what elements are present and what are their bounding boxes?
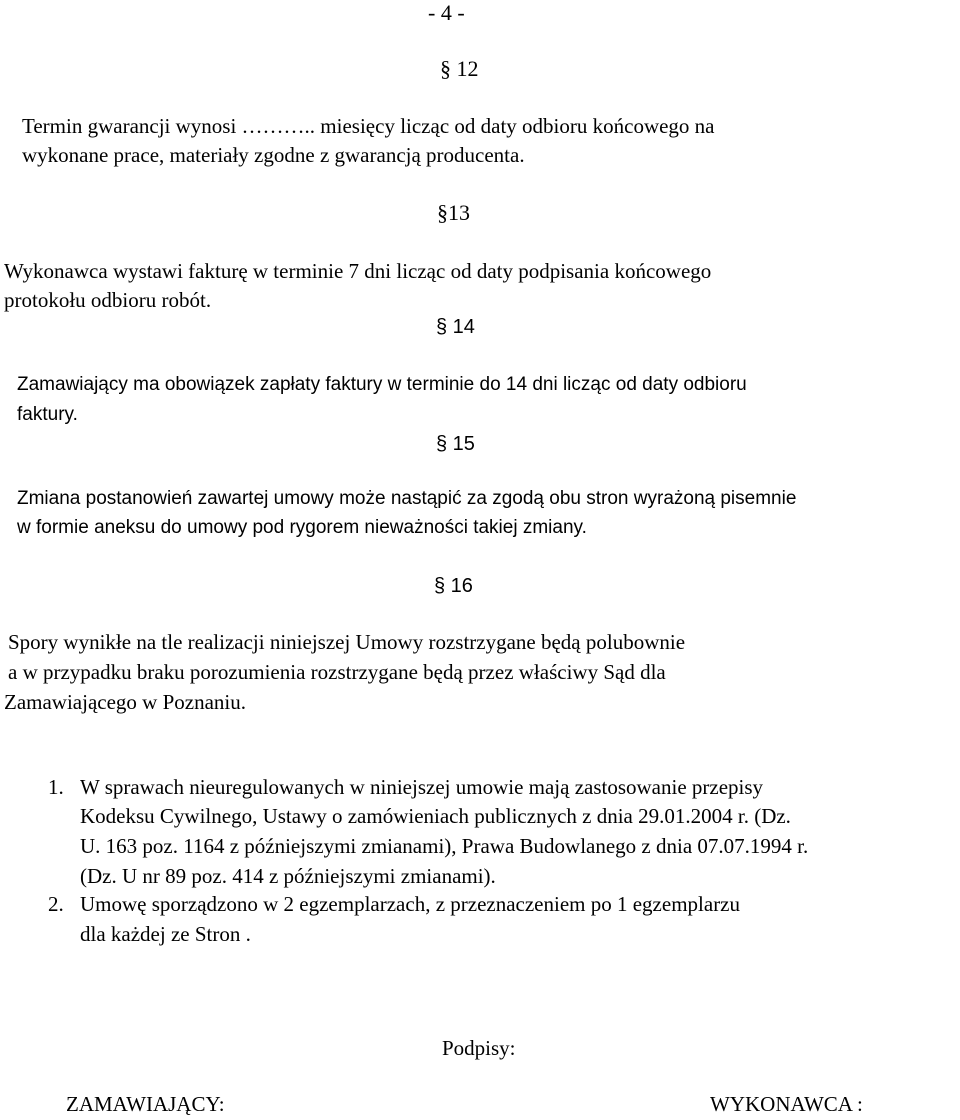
section-14-line-2: faktury.	[17, 404, 78, 425]
section-13-heading: §13	[437, 200, 470, 225]
section-16-line-3: Zamawiającego w Poznaniu.	[4, 690, 246, 714]
section-15-heading: § 15	[436, 433, 475, 455]
section-14-line-1: Zamawiający ma obowiązek zapłaty faktury w terminie do 14 dni licząc od daty odbioru	[17, 374, 747, 395]
signature-right-label: WYKONAWCA :	[710, 1092, 863, 1116]
section-13-line-2: protokołu odbioru robót.	[4, 288, 212, 312]
item-1-line-4: (Dz. U nr 89 poz. 414 z późniejszymi zmianami).	[80, 864, 496, 888]
item-2-line-2: dla każdej ze Stron .	[80, 922, 251, 946]
page-number: - 4 -	[428, 0, 465, 25]
item-2-line-1: Umowę sporządzono w 2 egzemplarzach, z przeznaczeniem po 1 egzemplarzu	[80, 892, 741, 916]
section-15-line-2: w formie aneksu do umowy pod rygorem nieważności takiej zmiany.	[17, 517, 587, 538]
item-2-number: 2.	[48, 892, 64, 916]
section-14-heading: § 14	[436, 316, 475, 338]
section-12-heading: § 12	[440, 56, 479, 81]
section-16-line-1: Spory wynikłe na tle realizacji niniejszej Umowy rozstrzygane będą polubownie	[8, 630, 686, 654]
section-12-line-1: Termin gwarancji wynosi ……….. miesięcy licząc od daty odbioru końcowego na	[22, 114, 715, 138]
section-16-line-2: a w przypadku braku porozumienia rozstrzygane będą przez właściwy Sąd dla	[8, 660, 666, 684]
signatures-heading: Podpisy:	[442, 1036, 516, 1060]
item-1-line-1: W sprawach nieuregulowanych w niniejszej umowie mają zastosowanie przepisy	[80, 775, 764, 799]
section-12-line-2: wykonane prace, materiały zgodne z gwarancją producenta.	[22, 143, 525, 167]
item-1-line-2: Kodeksu Cywilnego, Ustawy o zamówieniach publicznych z dnia 29.01.2004 r. (Dz.	[80, 804, 791, 828]
signature-left-label: ZAMAWIAJĄCY:	[66, 1092, 225, 1116]
item-1-line-3: U. 163 poz. 1164 z późniejszymi zmianami), Prawa Budowlanego z dnia 07.07.1994 r.	[80, 834, 809, 858]
section-13-line-1: Wykonawca wystawi fakturę w terminie 7 dni licząc od daty podpisania końcowego	[4, 259, 712, 283]
item-1-number: 1.	[48, 775, 64, 799]
section-15-line-1: Zmiana postanowień zawartej umowy może nastąpić za zgodą obu stron wyrażoną pisemnie	[17, 488, 797, 509]
section-16-heading: § 16	[434, 575, 473, 597]
